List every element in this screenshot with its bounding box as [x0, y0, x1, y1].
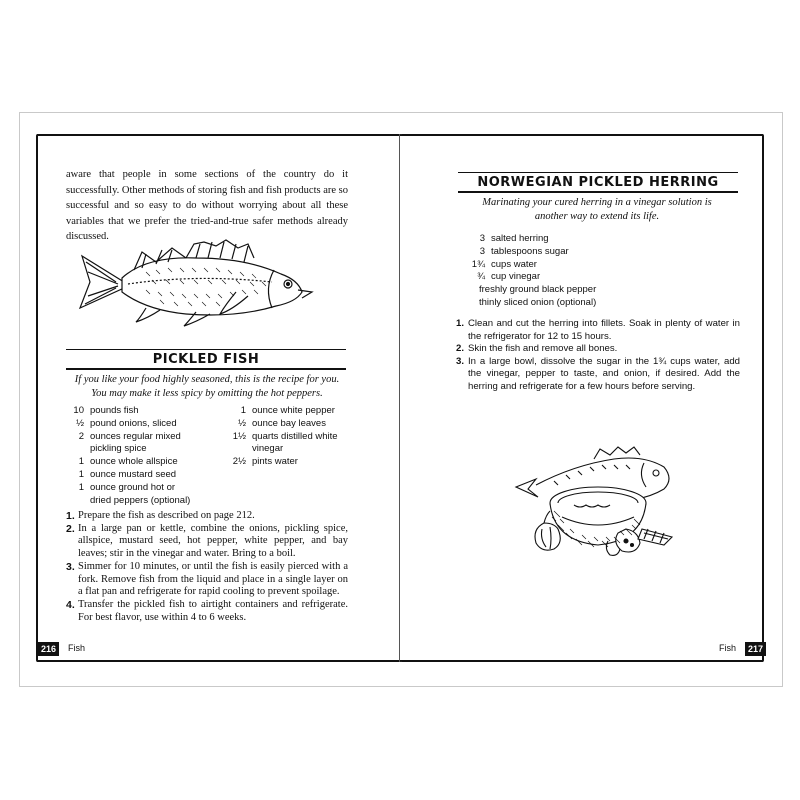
step-text: In a large pan or kettle, combine the onions, pickling spice, allspice, mustard seed, hot pepper, white pepper, and bay leaves; stir in the vinegar and water. Bring to a boil.	[78, 522, 348, 560]
recipe-steps	[66, 510, 348, 624]
ingredient-row	[220, 405, 360, 418]
ingredient-row	[58, 418, 228, 431]
ingredient-desc: ounce bay leaves	[252, 417, 326, 429]
ingredient-desc: pound onions, sliced	[90, 417, 177, 429]
step-text: In a large bowl, dissolve the sugar in the 1¾ cups water, add the vinegar, pepper to taste, and onion, if desired. Add the herring and refrigerate for a few hours before serving.	[468, 355, 740, 392]
ingredient-desc: cup vinegar	[491, 271, 541, 283]
ingredient-row	[58, 495, 228, 508]
ingredient-desc: tablespoons sugar	[491, 245, 569, 257]
page-gutter	[399, 134, 400, 662]
step-number: 2.	[456, 343, 465, 355]
recipe-steps	[456, 318, 740, 394]
step-number: 4.	[66, 598, 75, 611]
recipe-step	[456, 343, 740, 356]
ingredient-desc: freshly ground black pepper	[479, 284, 597, 296]
recipe-title: NORWEGIAN PICKLED HERRING	[477, 175, 719, 190]
recipe-step	[66, 599, 348, 624]
heading-rule-bottom	[458, 191, 738, 193]
heading-rule-bottom	[66, 368, 346, 370]
recipe-intro-line-1: Marinating your cured herring in a vinegar solution is	[482, 197, 712, 208]
ingredient-row	[459, 271, 659, 284]
recipe-step	[456, 318, 740, 343]
herring-bowl-illustration	[514, 445, 678, 563]
step-number: 3.	[456, 355, 465, 367]
page-number-left: 216	[38, 642, 59, 656]
step-number: 2.	[66, 522, 75, 535]
ingredient-desc: cups water	[491, 258, 537, 270]
step-number: 1.	[66, 510, 75, 522]
ingredient-row	[459, 246, 659, 259]
ingredient-desc: pounds fish	[90, 405, 139, 416]
ingredient-row	[459, 233, 659, 246]
section-label-left: Fish	[68, 643, 86, 653]
ingredient-qty: 2½	[232, 456, 246, 468]
ingredient-row	[58, 431, 228, 444]
ingredient-desc: ounces regular mixed	[90, 430, 181, 442]
recipe-intro-line-2: another way to extend its life.	[534, 211, 660, 222]
recipe-title: PICKLED FISH	[152, 352, 260, 367]
step-number: 1.	[456, 318, 465, 329]
norwegian-herring-heading-block	[458, 172, 738, 193]
pickled-fish-heading-block	[66, 349, 346, 370]
ingredient-qty	[58, 495, 90, 508]
ingredients-list-col1	[58, 405, 228, 507]
ingredient-row	[220, 418, 360, 431]
ingredient-desc: ounce mustard seed	[90, 468, 177, 480]
ingredient-qty: 1½	[232, 430, 246, 442]
ingredient-row	[220, 456, 360, 469]
ingredient-qty: 3	[479, 245, 485, 257]
ingredient-row	[220, 431, 360, 444]
ingredient-row	[220, 443, 360, 456]
ingredient-desc: salted herring	[491, 233, 549, 244]
recipe-step	[456, 356, 740, 394]
ingredient-qty: 1	[78, 468, 84, 480]
ingredient-row	[58, 405, 228, 418]
fish-illustration	[76, 238, 316, 328]
recipe-intro	[40, 373, 374, 401]
ingredient-row	[459, 259, 659, 272]
intro-paragraph: aware that people in some sections of the country do it successfully. Other methods of storing fish and fish products are so successful and so easy to do without worrying about all these variables that we prefer the tried-and-true safer methods already discussed.	[66, 169, 348, 242]
ingredient-row	[58, 456, 228, 469]
section-label-right: Fish	[719, 643, 737, 653]
ingredient-qty: 3	[479, 233, 485, 244]
ingredient-row	[459, 284, 659, 297]
ingredient-qty	[58, 443, 90, 456]
step-text: Skin the fish and remove all bones.	[468, 343, 618, 355]
step-text: Clean and cut the herring into fillets. Soak in plenty of water in the refrigerator for 12 to 15 hours.	[468, 318, 740, 342]
ingredient-qty: ½	[76, 417, 84, 429]
ingredient-desc: quarts distilled white	[252, 430, 338, 442]
recipe-intro-line-1: If you like your food highly seasoned, this is the recipe for you.	[74, 374, 340, 385]
recipe-step	[66, 561, 348, 599]
ingredient-desc: ounce whole allspice	[90, 456, 178, 468]
ingredient-qty: 1¾	[471, 258, 485, 270]
ingredient-desc: ounce white pepper	[252, 405, 335, 416]
ingredient-desc: vinegar	[252, 443, 284, 455]
step-number: 3.	[66, 560, 75, 573]
step-text: Prepare the fish as described on page 212.	[78, 510, 255, 521]
ingredient-qty	[220, 443, 252, 456]
ingredient-desc: ounce ground hot or	[90, 481, 176, 493]
ingredient-qty: 2	[78, 430, 84, 442]
ingredient-desc: pints water	[252, 456, 298, 468]
page-number-right: 217	[745, 642, 766, 656]
ingredients-list	[459, 233, 659, 310]
ingredient-qty: 1	[240, 405, 246, 416]
ingredient-qty: ½	[238, 417, 246, 429]
ingredient-desc: pickling spice	[90, 443, 147, 455]
ingredient-desc: dried peppers (optional)	[90, 494, 191, 506]
recipe-step	[66, 523, 348, 561]
step-text: Transfer the pickled fish to airtight containers and refrigerate. For best flavor, use within 4 to 6 weeks.	[78, 598, 348, 623]
ingredient-row	[459, 297, 659, 310]
ingredient-row	[58, 469, 228, 482]
ingredient-qty: ¾	[477, 271, 485, 283]
ingredient-row	[58, 482, 228, 495]
recipe-intro	[430, 196, 764, 224]
ingredient-qty: 10	[73, 405, 84, 416]
recipe-step	[66, 510, 348, 523]
ingredient-desc: thinly sliced onion (optional)	[479, 296, 597, 308]
ingredient-qty: 1	[78, 456, 84, 468]
ingredients-list-col2	[220, 405, 360, 469]
ingredient-row	[58, 443, 228, 456]
recipe-intro-line-2: You may make it less spicy by omitting the hot peppers.	[91, 388, 323, 399]
ingredient-qty: 1	[78, 481, 84, 493]
step-text: Simmer for 10 minutes, or until the fish is easily pierced with a fork. Remove fish from the liquid and place in a single layer on a flat pan and refrigerate for rapid cooling to prevent spoilage.	[78, 560, 348, 598]
